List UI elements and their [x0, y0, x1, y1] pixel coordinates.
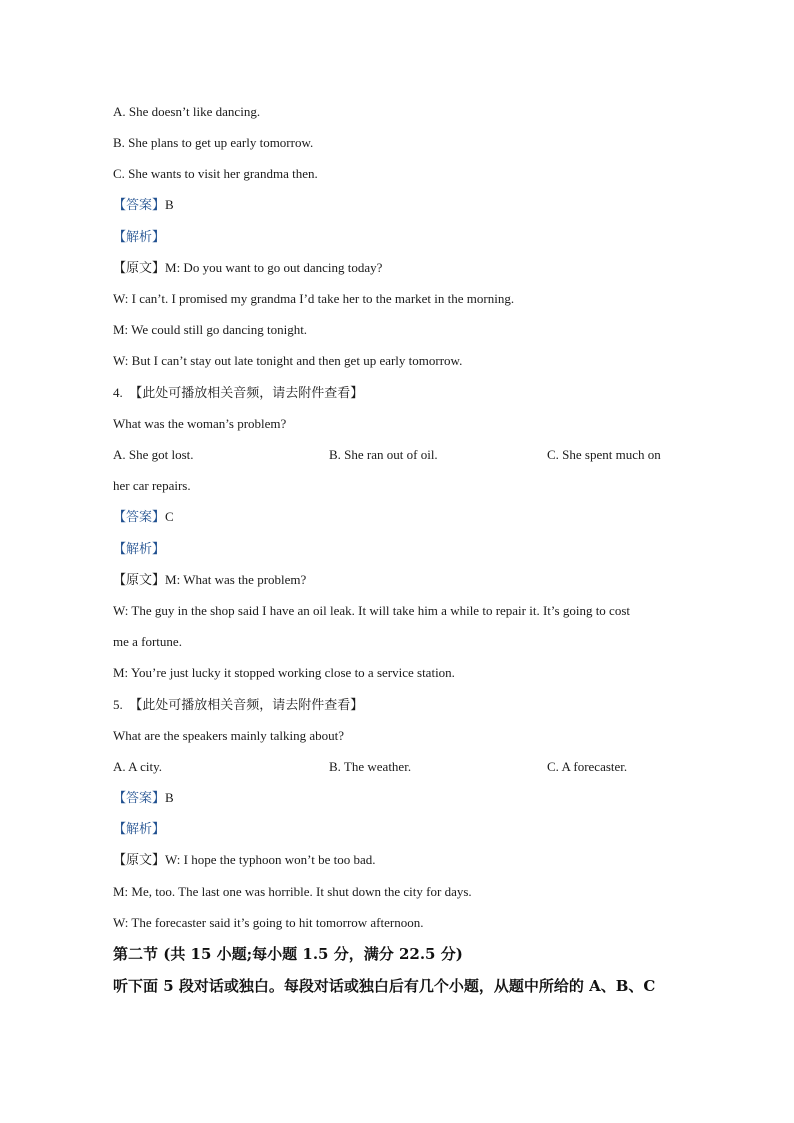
q3-transcript-line: [113, 259, 382, 278]
q5-transcript-line: [113, 851, 376, 870]
q3-option-b: B. She plans to get up early tomorrow.: [113, 135, 314, 150]
q5-header: [113, 696, 363, 715]
analysis-label: 【解析】: [113, 542, 166, 557]
q4-transcript-line: me a fortune.: [113, 634, 182, 649]
answer-label: 【答案】: [113, 510, 166, 525]
q3-option-c: C. She wants to visit her grandma then.: [113, 166, 318, 181]
q5-option-c: C. A forecaster.: [547, 759, 628, 774]
section-instruction: 听下面 5 段对话或独白。每段对话或独白后有几个小题，从题中所给的 A、B、C: [113, 977, 656, 995]
question-number: 4.: [113, 385, 123, 400]
answer-value: C: [165, 509, 174, 524]
q4-option-a: A. She got lost.: [113, 447, 194, 462]
transcript-label: 【原文】: [113, 573, 166, 588]
q4-option-c-continued: her car repairs.: [113, 478, 191, 493]
q5-option-a: A. A city.: [113, 759, 162, 774]
q5-transcript-line: M: Me, too. The last one was horrible. It shut down the city for days.: [113, 884, 472, 899]
audio-note: 【此处可播放相关音频，请去附件查看】: [129, 698, 364, 713]
answer-value: B: [165, 790, 174, 805]
answer-label: 【答案】: [113, 791, 166, 806]
q5-option-b: B. The weather.: [329, 759, 412, 774]
answer-value: B: [165, 197, 174, 212]
analysis-label: 【解析】: [113, 230, 166, 245]
q4-transcript-line: [113, 571, 306, 590]
q4-header: [113, 384, 363, 403]
q4-transcript-line: W: The guy in the shop said I have an oil leak. It will take him a while to repair it. It’s going to cost: [113, 603, 630, 618]
section-title: 第二节 (共 15 小题;每小题 1.5 分，满分 22.5 分): [113, 945, 463, 963]
q4-analysis: [113, 540, 165, 559]
q5-answer: [113, 789, 174, 808]
q3-answer: [113, 196, 174, 215]
q4-answer: [113, 508, 174, 527]
q4-option-b: B. She ran out of oil.: [329, 447, 438, 462]
q3-transcript-line: W: But I can’t stay out late tonight and then get up early tomorrow.: [113, 353, 463, 368]
question-number: 5.: [113, 697, 123, 712]
q4-transcript-line: M: You’re just lucky it stopped working close to a service station.: [113, 665, 455, 680]
analysis-label: 【解析】: [113, 822, 166, 837]
q5-transcript-line: W: The forecaster said it’s going to hit tomorrow afternoon.: [113, 915, 424, 930]
q3-transcript-line: W: I can’t. I promised my grandma I’d take her to the market in the morning.: [113, 291, 515, 306]
q3-transcript-line: M: We could still go dancing tonight.: [113, 322, 308, 337]
transcript-label: 【原文】: [113, 853, 166, 868]
answer-label: 【答案】: [113, 198, 166, 213]
transcript-label: 【原文】: [113, 261, 166, 276]
transcript-text: M: Do you want to go out dancing today?: [165, 260, 383, 275]
q5-analysis: [113, 820, 165, 839]
transcript-text: M: What was the problem?: [165, 572, 307, 587]
audio-note: 【此处可播放相关音频，请去附件查看】: [129, 386, 364, 401]
transcript-text: W: I hope the typhoon won’t be too bad.: [165, 852, 376, 867]
q5-question: What are the speakers mainly talking about?: [113, 728, 345, 743]
q4-option-c: C. She spent much on: [547, 447, 661, 462]
q3-option-a: A. She doesn’t like dancing.: [113, 104, 261, 119]
q4-question: What was the woman’s problem?: [113, 416, 287, 431]
q3-analysis: [113, 228, 165, 247]
